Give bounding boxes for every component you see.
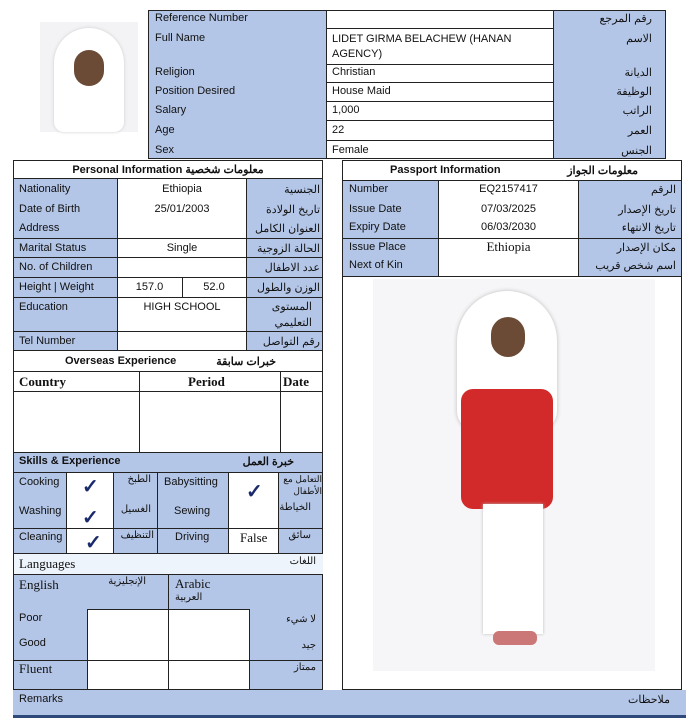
children-label: No. of Children	[19, 261, 93, 273]
full-name-value: LIDET GIRMA BELACHEW (HANAN AGENCY)	[332, 33, 512, 60]
nationality-label: Nationality	[19, 183, 71, 195]
period-column-header: Period	[188, 374, 225, 389]
cooking-check-icon: ✓	[82, 476, 99, 498]
passport-title: Passport Information	[390, 164, 501, 176]
skill-sewing-label: Sewing	[174, 505, 211, 517]
sex-ar: الجنس	[621, 145, 652, 157]
skills-title-ar: خبرة العمل	[242, 456, 294, 468]
education-value: HIGH SCHOOL	[143, 301, 221, 313]
issue-place-value: Ethiopia	[486, 239, 531, 254]
babysitting-check-icon: ✓	[246, 481, 263, 503]
expiry-date-label: Expiry Date	[349, 221, 406, 233]
sex-label: Sex	[155, 144, 174, 156]
skill-cleaning-ar: التنظيف	[120, 530, 154, 541]
skills-title: Skills & Experience	[19, 455, 121, 467]
arabic-label: Arabic	[175, 576, 211, 591]
height-weight-ar: الوزن والطول	[257, 282, 320, 294]
fluent-ar: ممتاز	[293, 662, 316, 673]
address-label: Address	[19, 222, 60, 234]
weight-value: 52.0	[203, 281, 225, 293]
skill-sewing-ar: الخياطة	[279, 502, 311, 513]
passport-title-ar: معلومات الجواز	[567, 165, 638, 177]
salary-ar: الراتب	[622, 105, 652, 117]
dob-label: Date of Birth	[19, 203, 81, 215]
tel-label: Tel Number	[19, 335, 76, 347]
sex-value: Female	[332, 144, 369, 156]
issue-place-label: Issue Place	[349, 241, 406, 253]
full-body-photo	[373, 279, 655, 671]
good-ar: جيد	[301, 640, 316, 651]
education-label: Education	[19, 301, 68, 313]
skill-cooking-ar: الطبخ	[127, 474, 151, 485]
marital-label: Marital Status	[19, 242, 87, 254]
nationality-value: Ethiopia	[162, 183, 202, 195]
position-ar: الوظيفة	[616, 86, 652, 98]
cleaning-check-icon: ✓	[85, 532, 102, 554]
issue-date-ar: تاريخ الإصدار	[618, 204, 676, 216]
religion-label: Religion	[155, 66, 195, 78]
washing-check-icon: ✓	[82, 507, 99, 529]
issue-date-value: 07/03/2025	[480, 203, 537, 215]
height-value: 157.0	[135, 281, 164, 293]
driving-value: False	[240, 530, 268, 545]
position-value: House Maid	[332, 85, 391, 97]
position-label: Position Desired	[155, 85, 236, 97]
dob-ar: تاريخ الولادة	[266, 204, 320, 216]
reference-number-label: Reference Number	[155, 12, 248, 24]
issue-place-ar: مكان الإصدار	[616, 242, 676, 254]
arabic-ar: العربية	[175, 592, 203, 603]
address-ar: العنوان الكامل	[255, 223, 320, 235]
full-name-ar: الاسم	[626, 33, 652, 45]
expiry-date-ar: تاريخ الانتهاء	[621, 222, 676, 234]
age-value: 22	[332, 124, 345, 136]
children-ar: عدد الاطفال	[264, 262, 320, 274]
portrait-photo	[40, 22, 138, 132]
expiry-date-value: 06/03/2030	[480, 221, 537, 233]
good-label: Good	[19, 637, 46, 649]
marital-value: Single	[166, 242, 198, 254]
education-ar: المستوى التعليمي	[271, 301, 312, 329]
skill-driving-label: Driving	[175, 531, 210, 543]
languages-title-ar: اللغات	[289, 556, 316, 567]
age-ar: العمر	[627, 125, 652, 137]
issue-date-label: Issue Date	[349, 203, 402, 215]
poor-label: Poor	[19, 612, 43, 624]
remarks-ar: ملاحظات	[628, 694, 670, 706]
country-column-header: Country	[19, 374, 66, 389]
next-of-kin-ar: اسم شخص قريب	[595, 260, 676, 272]
skill-washing-label: Washing	[19, 505, 62, 517]
passport-number-value: EQ2157417	[479, 183, 538, 195]
skill-washing-ar: الغسيل	[120, 504, 151, 515]
overseas-title-ar: خبرات سابقة	[216, 356, 276, 368]
passport-number-label: Number	[349, 183, 389, 195]
reference-number-ar: رقم المرجع	[599, 13, 652, 25]
passport-number-ar: الرقم	[650, 184, 676, 196]
skill-cooking-label: Cooking	[19, 476, 60, 488]
age-label: Age	[155, 124, 175, 136]
dob-value: 25/01/2003	[154, 203, 210, 215]
fluent-label: Fluent	[19, 661, 53, 676]
poor-ar: لا شيء	[286, 614, 316, 625]
overseas-title: Overseas Experience	[65, 355, 177, 367]
date-column-header: Date	[283, 374, 309, 389]
english-label: English	[19, 577, 59, 592]
remarks-label: Remarks	[19, 693, 64, 705]
salary-label: Salary	[155, 104, 187, 116]
skill-cleaning-label: Cleaning	[19, 531, 63, 543]
nationality-ar: الجنسية	[284, 184, 320, 196]
personal-info-title: Personal Information معلومات شخصية	[72, 164, 264, 176]
religion-ar: الديانة	[624, 67, 652, 79]
religion-value: Christian	[332, 66, 376, 78]
height-weight-label: Height | Weight	[19, 281, 94, 293]
skill-babysitting-ar: التعامل مع الأطفال	[283, 474, 322, 496]
skill-babysitting-label: Babysitting	[164, 476, 218, 488]
full-name-label: Full Name	[155, 32, 206, 44]
marital-ar: الحالة الزوجية	[257, 243, 320, 255]
tel-ar: رقم التواصل	[262, 336, 320, 348]
skill-driving-ar: سائق	[288, 530, 311, 541]
english-ar: الإنجليزية	[108, 576, 146, 587]
languages-title: Languages	[19, 556, 76, 571]
next-of-kin-label: Next of Kin	[349, 259, 403, 271]
salary-value: 1,000	[332, 104, 360, 116]
